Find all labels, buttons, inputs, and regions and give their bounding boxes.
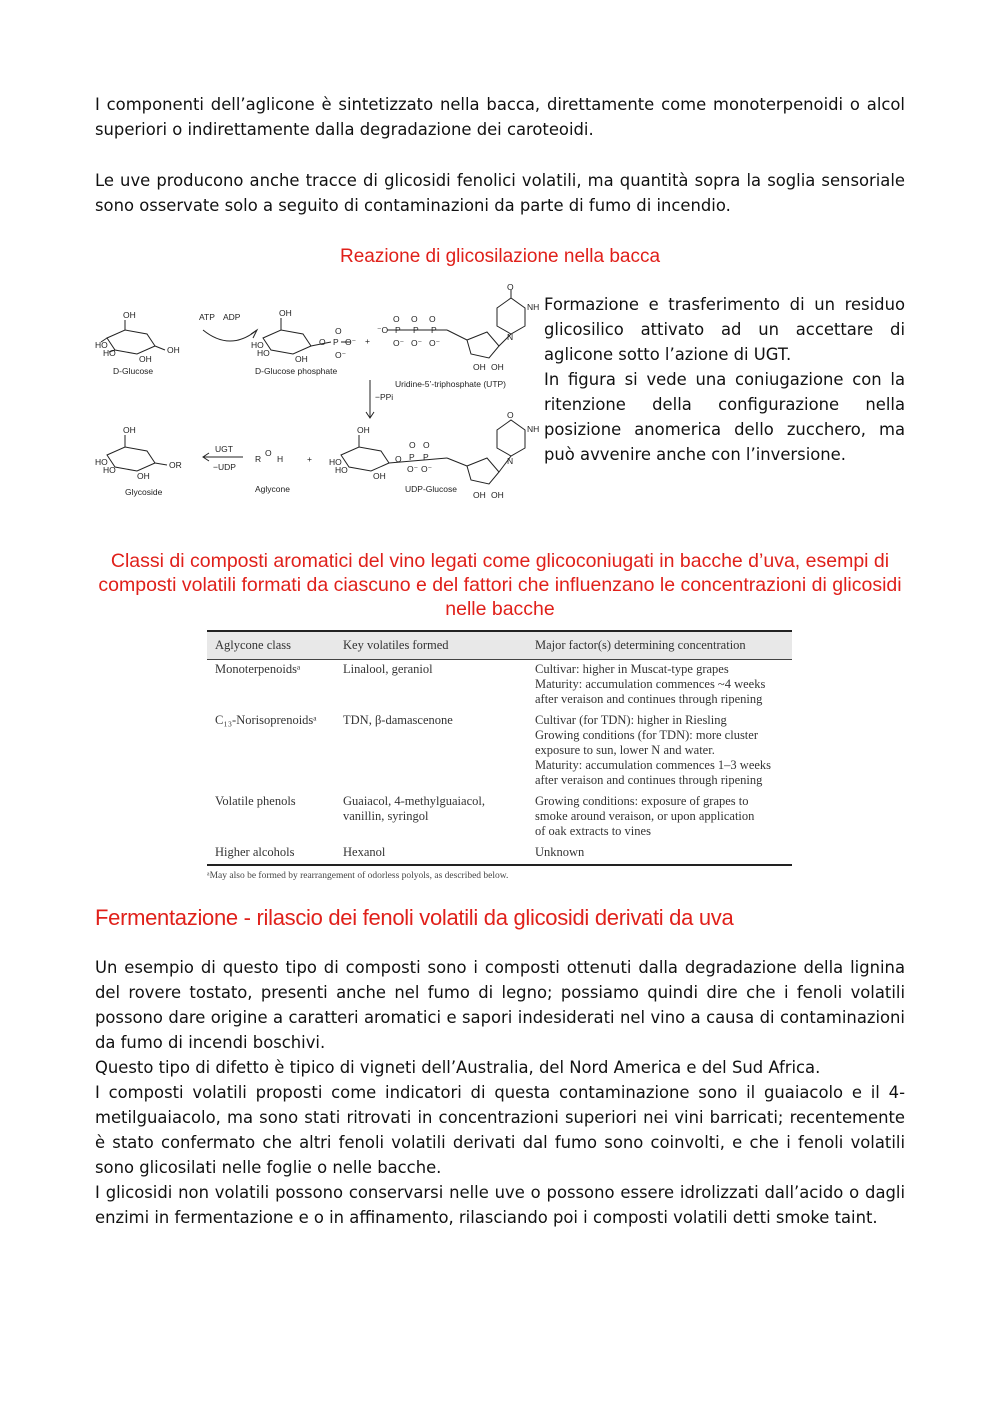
- aglycone-table-wrapper: [207, 630, 792, 881]
- svg-text:OH: OH: [139, 354, 152, 364]
- svg-text:OH: OH: [357, 425, 370, 435]
- table-row: [207, 790, 792, 841]
- svg-text:P: P: [395, 325, 401, 335]
- svg-text:NH: NH: [527, 424, 540, 434]
- column-header: Key volatiles formed: [335, 631, 527, 660]
- label-glycoside: Glycoside: [125, 487, 163, 497]
- glycosylation-reaction-diagram: [95, 282, 540, 505]
- intro-paragraph-2: Le uve producono anche tracce di glicosidi fenolici volatili, ma quantità sopra la soglia sensoriale sono osservate solo a seguito di contaminazioni da parte di fumo di incendio.: [95, 171, 905, 215]
- svg-text:HO: HO: [251, 340, 264, 350]
- table-cell-class: Monoterpenoidsᵃ: [215, 662, 301, 676]
- table-footnote: ᵃMay also be formed by rearrangement of odorless polyols, as described below.: [207, 871, 509, 881]
- svg-text:H: H: [277, 454, 284, 464]
- svg-text:OR: OR: [169, 460, 182, 470]
- section-heading-glycosylation: Reazione di glicosilazione nella bacca: [339, 246, 661, 267]
- svg-text:O: O: [393, 314, 400, 324]
- svg-text:NH: NH: [527, 302, 540, 312]
- svg-text:P: P: [409, 452, 415, 462]
- svg-text:O: O: [507, 282, 514, 292]
- svg-text:O⁻: O⁻: [429, 338, 441, 348]
- label-udp-glucose: UDP-Glucose: [405, 484, 457, 494]
- table-cell-factors: Growing conditions: exposure of grapes to smoke around veraison, or upon application of oak extracts to vines: [535, 794, 755, 838]
- svg-text:+: +: [365, 336, 370, 346]
- intro-paragraph-1: I componenti dell’aglicone è sintetizzato nella bacca, direttamente come monoterpenoidi o alcol superiori o indirettamente dalla degradazione dei caroteoidi.: [95, 95, 905, 139]
- label-d-glucose: D-Glucose: [113, 366, 154, 376]
- svg-text:HO: HO: [329, 457, 342, 467]
- svg-text:OH: OH: [373, 471, 386, 481]
- aglycone-class-table: [207, 630, 792, 866]
- svg-text:O⁻: O⁻: [345, 337, 357, 347]
- column-header: Aglycone class: [207, 631, 335, 660]
- section-heading-aroma-classes: Classi di composti aromatici del vino legati come glicoconiugati in bacche d’uva, esempi di composti volatili formati da ciascuno e del fattori che influenzano le concentrazioni di glicosidi nelle bacche: [98, 550, 902, 620]
- svg-text:OH: OH: [473, 490, 486, 500]
- svg-text:OH: OH: [295, 354, 308, 364]
- svg-text:O: O: [429, 314, 436, 324]
- svg-text:P: P: [423, 452, 429, 462]
- svg-text:P: P: [431, 325, 437, 335]
- svg-text:O: O: [319, 337, 326, 347]
- svg-text:OH: OH: [491, 362, 504, 372]
- svg-text:O: O: [409, 440, 416, 450]
- label-utp: Uridine-5’-triphosphate (UTP): [395, 379, 507, 389]
- svg-text:OH: OH: [279, 308, 292, 318]
- label-aglycone: Aglycone: [255, 484, 290, 494]
- svg-text:O: O: [395, 454, 402, 464]
- svg-text:P: P: [333, 337, 339, 347]
- svg-text:HO: HO: [335, 465, 348, 475]
- svg-text:O⁻: O⁻: [421, 464, 433, 474]
- label-ppi: −PPi: [375, 392, 394, 402]
- svg-text:O: O: [265, 448, 272, 458]
- figure-description-a: Formazione e trasferimento di un residuo glicosilico attivato ad un accettare di aglicone sotto l’azione di UGT.: [544, 295, 905, 364]
- svg-text:OH: OH: [123, 425, 136, 435]
- svg-text:O: O: [507, 410, 514, 420]
- svg-text:O⁻: O⁻: [335, 350, 347, 360]
- svg-text:OH: OH: [137, 471, 150, 481]
- svg-text:⁻O: ⁻O: [377, 325, 389, 335]
- svg-text:OH: OH: [123, 310, 136, 320]
- fermentation-paragraph-1: Un esempio di questo tipo di composti sono i composti ottenuti dalla degradazione della lignina del rovere tostato, presenti anche nel fumo di legno; possiamo quindi dire che i fenoli volatili possono dare origine a caratteri aromatici e sapori indesiderati nel vino a causa di contaminazioni da fumo di incendi boschivi.: [95, 958, 905, 1052]
- svg-text:R: R: [255, 454, 262, 464]
- fermentation-paragraph-4: I glicosidi non volatili possono conservarsi nelle uve o possono essere idrolizzati dall’acido o dagli enzimi in fermentazione e o in affinamento, rilasciando poi i composti volatili detti smoke taint.: [95, 1183, 905, 1227]
- column-header: Major factor(s) determining concentration: [527, 631, 792, 660]
- table-cell-factors: Unknown: [527, 841, 792, 865]
- label-d-glucose-phosphate: D-Glucose phosphate: [255, 366, 338, 376]
- svg-text:O: O: [423, 440, 430, 450]
- svg-text:HO: HO: [95, 457, 108, 467]
- table-cell-class: Volatile phenols: [215, 794, 296, 808]
- fermentation-paragraph-2: Questo tipo di difetto è tipico di vigneti dell’Australia, del Nord America e del Sud Africa.: [95, 1058, 821, 1077]
- label-ugt: UGT: [215, 444, 233, 454]
- figure-description-b: In figura si vede una coniugazione con la ritenzione della configurazione nella posizione anomerica dello zucchero, ma può avvenire anche con l’inversione.: [544, 370, 905, 464]
- table-cell-volatiles: Hexanol: [335, 841, 527, 865]
- label-atp: ATP: [199, 312, 215, 322]
- label-adp: ADP: [223, 312, 241, 322]
- table-cell-class: Higher alcohols: [207, 841, 335, 865]
- svg-text:O: O: [335, 326, 342, 336]
- svg-text:OH: OH: [167, 345, 180, 355]
- fermentation-paragraph-3: I composti volatili proposti come indicatori di questa contaminazione sono il guaiacolo e il 4-metilguaiacolo, ma sono stati ritrovati in concentrazioni superiori nei vini barricati; recentemente è stato confermato che altri fenoli volatili derivati dal fumo sono coinvolti, e che i fenoli volatili sono glicosilati nelle foglie o nelle bacche.: [95, 1083, 905, 1177]
- svg-text:HO: HO: [95, 340, 108, 350]
- figure-description: [544, 292, 905, 467]
- table-cell-volatiles: Linalool, geraniol: [343, 662, 433, 676]
- table-cell-volatiles: TDN, β-damascenone: [343, 713, 453, 727]
- svg-text:N: N: [507, 332, 514, 342]
- svg-text:N: N: [507, 456, 514, 466]
- table-cell-factors: Cultivar (for TDN): higher in Riesling Growing conditions (for TDN): more cluster exposure to sun, lower N and water. Maturity: accumulation commences 1–3 weeks after veraison and continues through ripening: [535, 713, 772, 787]
- svg-text:+: +: [307, 454, 312, 464]
- fermentation-body: [95, 955, 905, 1230]
- svg-text:O⁻: O⁻: [407, 464, 419, 474]
- svg-text:O⁻: O⁻: [393, 338, 405, 348]
- svg-text:HO: HO: [103, 348, 116, 358]
- table-cell-volatiles: Guaiacol, 4-methylguaiacol, vanillin, syringol: [343, 794, 485, 823]
- table-row: [207, 709, 792, 790]
- table-cell-factors: Cultivar: higher in Muscat-type grapes Maturity: accumulation commences ~4 weeks after veraison and continues through ripening: [535, 662, 766, 706]
- svg-text:O⁻: O⁻: [411, 338, 423, 348]
- svg-text:HO: HO: [257, 348, 270, 358]
- svg-text:OH: OH: [473, 362, 486, 372]
- svg-text:P: P: [413, 325, 419, 335]
- svg-text:O: O: [411, 314, 418, 324]
- svg-text:HO: HO: [103, 465, 116, 475]
- section-heading-fermentation: Fermentazione - rilascio dei fenoli volatili da glicosidi derivati da uva: [95, 905, 734, 930]
- label-udp: −UDP: [213, 462, 236, 472]
- table-row: [207, 841, 792, 865]
- table-cell-class: C₁₃-Norisoprenoidsᵃ: [215, 713, 317, 727]
- svg-text:OH: OH: [491, 490, 504, 500]
- table-row: [207, 660, 792, 710]
